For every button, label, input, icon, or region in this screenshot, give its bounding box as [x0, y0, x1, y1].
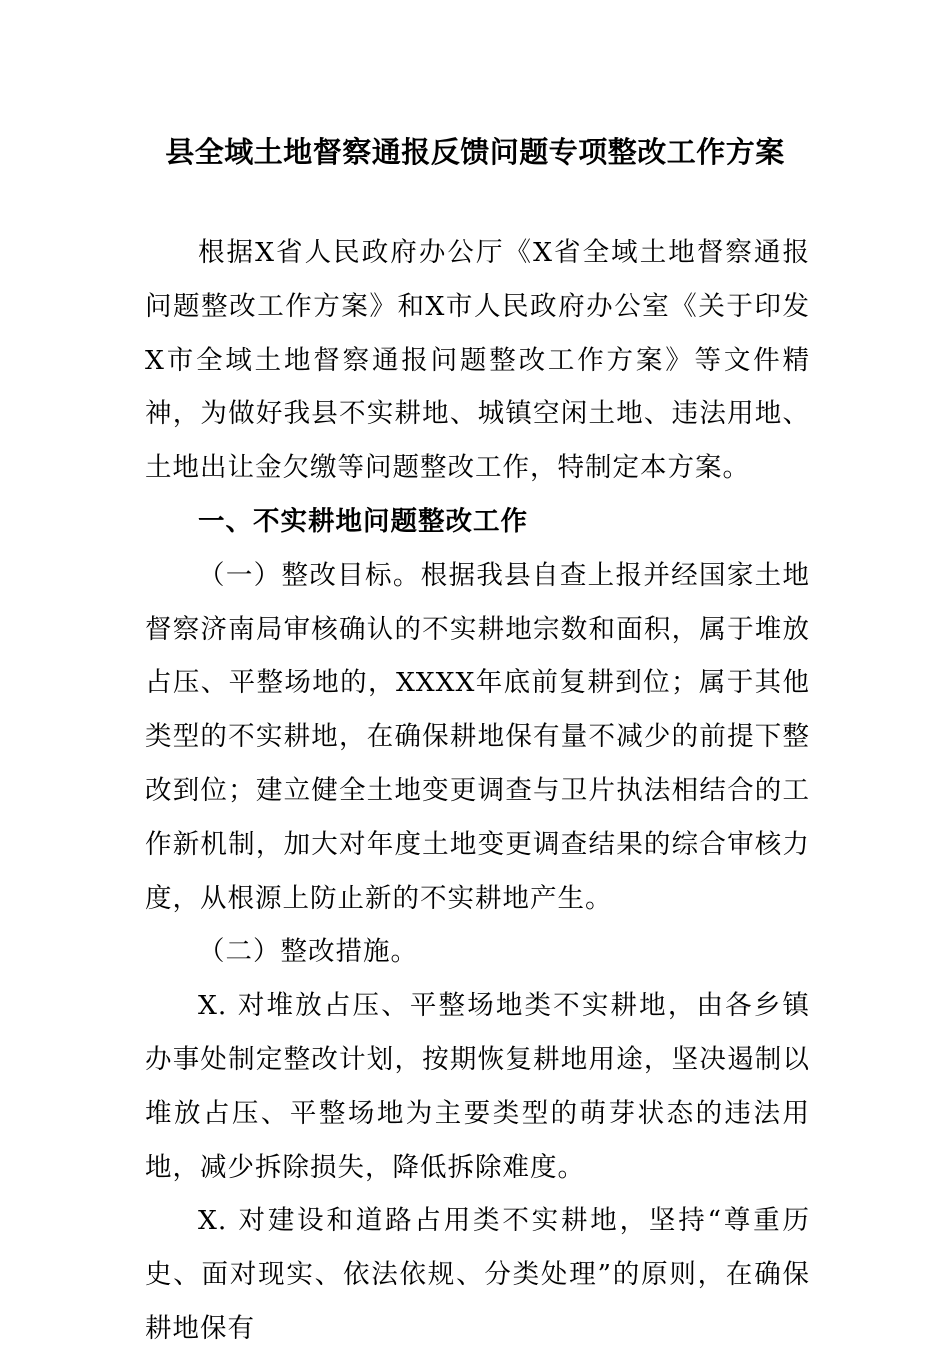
- measure-paragraph-2: X. 对建设和道路占用类不实耕地，坚持“尊重历史、面对现实、依法依规、分类处理”的原则，在确保耕地保有: [145, 1205, 810, 1344]
- rectification-measures-heading: （二）整改措施。: [198, 936, 418, 968]
- document-title: 县全域土地督察通报反馈问题专项整改工作方案: [165, 135, 785, 169]
- intro-paragraph: 根据X省人民政府办公厅《X省全域土地督察通报问题整改工作方案》和X市人民政府办公室《关于印发X市全域土地督察通报问题整改工作方案》等文件精神，为做好我县不实耕地、城镇空闲土地、违法用地、土地出让金欠缴等问题整改工作，特制定本方案。: [145, 237, 810, 484]
- measure-paragraph-1: X. 对堆放占压、平整场地类不实耕地，由各乡镇办事处制定整改计划，按期恢复耕地用途，坚决遏制以堆放占压、平整场地为主要类型的萌芽状态的违法用地，减少拆除损失，降低拆除难度。: [145, 990, 810, 1183]
- rectification-goal-paragraph: （一）整改目标。根据我县自查上报并经国家土地督察济南局审核确认的不实耕地宗数和面积，属于堆放占压、平整场地的，XXXX年底前复耕到位；属于其他类型的不实耕地，在确保耕地保有量不减少的前提下整改到位；建立健全土地变更调查与卫片执法相结合的工作新机制，加大对年度土地变更调查结果的综合审核力度，从根源上防止新的不实耕地产生。: [145, 559, 810, 914]
- section-heading-1: 一、不实耕地问题整改工作: [198, 505, 528, 537]
- document-body: [145, 226, 810, 1356]
